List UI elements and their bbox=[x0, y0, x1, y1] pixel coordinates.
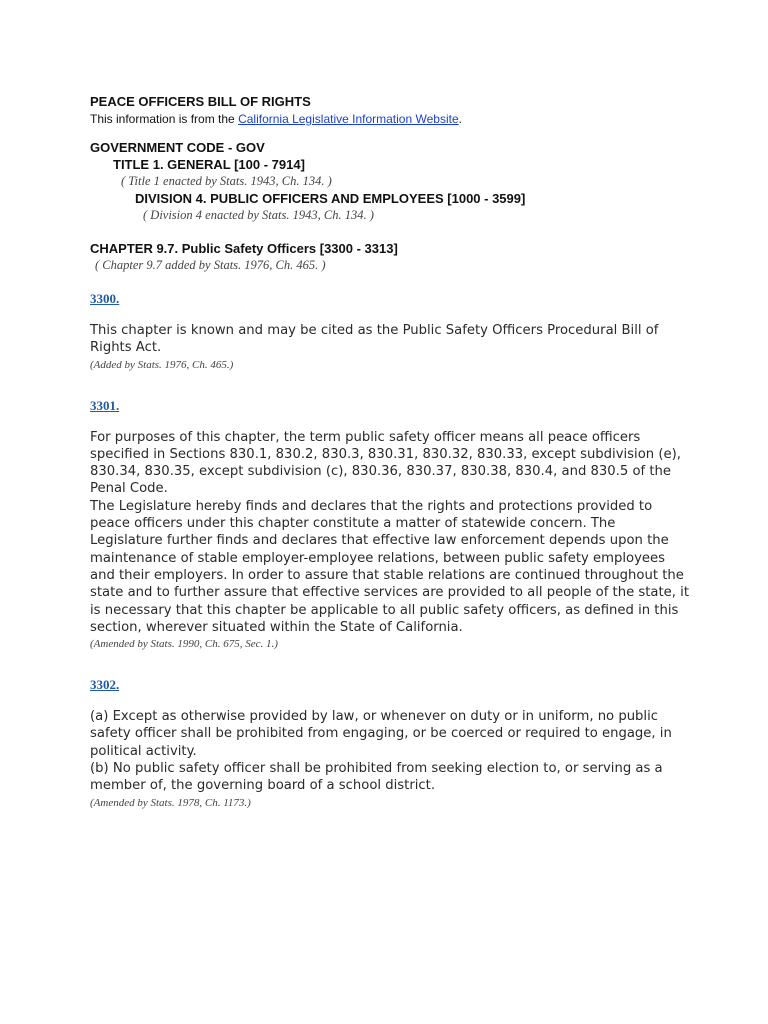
chapter-added-note: ( Chapter 9.7 added by Stats. 1976, Ch. 465. ) bbox=[95, 258, 326, 272]
section-3301-paragraph-2: The Legislature hereby finds and declares that the rights and protections provided to peace officers under this chapter constitute a matter of statewide concern. The Legislature further finds and declares that effective law enforcement depends upon the maintenance of stable employer-employee relations, between public safety employees and their employers. In order to assure that stable relations are continued throughout the state and to further assure that effective services are provided to all people of the state, it is necessary that this chapter be applicable to all public safety officers, as defined in this section, wherever situated within the State of California. bbox=[90, 498, 690, 635]
section-3300-paragraph: This chapter is known and may be cited as the Public Safety Officers Procedural Bill of Rights Act. bbox=[90, 323, 659, 356]
section-3301-history-note: (Amended by Stats. 1990, Ch. 675, Sec. 1.) bbox=[90, 638, 278, 651]
source-suffix: . bbox=[458, 112, 462, 126]
chapter-heading: CHAPTER 9.7. Public Safety Officers [3300 - 3313] bbox=[90, 241, 398, 256]
source-line bbox=[90, 112, 690, 127]
code-heading: GOVERNMENT CODE - GOV bbox=[90, 140, 265, 155]
section-3300-body bbox=[90, 322, 690, 357]
section-3302-body bbox=[90, 708, 690, 794]
section-3302-paragraph-a: (a) Except as otherwise provided by law, or whenever on duty or in uniform, no public safety officer shall be prohibited from engaging, or be coerced or required to engage, in political activity. bbox=[90, 709, 672, 759]
section-3300 bbox=[90, 274, 690, 372]
section-3302 bbox=[90, 651, 690, 809]
section-3302-link[interactable]: 3302. bbox=[90, 677, 120, 693]
legislative-website-link[interactable]: California Legislative Information Website bbox=[238, 112, 459, 126]
section-3300-link[interactable]: 3300. bbox=[90, 291, 120, 306]
title-heading: TITLE 1. GENERAL [100 - 7914] bbox=[113, 157, 305, 172]
division-enacted-note: ( Division 4 enacted by Stats. 1943, Ch. 134. ) bbox=[143, 208, 374, 222]
source-prefix: This information is from the bbox=[90, 112, 239, 126]
section-3302-history-note: (Amended by Stats. 1978, Ch. 1173.) bbox=[90, 796, 251, 809]
document-page bbox=[90, 93, 690, 810]
section-3301 bbox=[90, 372, 690, 652]
division-heading: DIVISION 4. PUBLIC OFFICERS AND EMPLOYEES [1000 - 3599] bbox=[135, 191, 526, 206]
document-title: PEACE OFFICERS BILL OF RIGHTS bbox=[90, 94, 311, 109]
section-3301-paragraph-1: For purposes of this chapter, the term public safety officer means all peace officers specified in Sections 830.1, 830.2, 830.3, 830.31, 830.32, 830.33, except subdivision (e), 830.34, 830.35, except subdivision (c), 830.36, 830.37, 830.38, 830.4, and 830.5 of the Penal Code. bbox=[90, 429, 681, 497]
section-3302-paragraph-b: (b) No public safety officer shall be prohibited from seeking election to, or serving as a member of, the governing board of a school district. bbox=[90, 761, 663, 794]
section-3301-link[interactable]: 3301. bbox=[90, 397, 120, 413]
title-enacted-note: ( Title 1 enacted by Stats. 1943, Ch. 134. ) bbox=[121, 174, 332, 188]
section-3301-body bbox=[90, 429, 690, 637]
section-3300-history-note: (Added by Stats. 1976, Ch. 465.) bbox=[90, 358, 234, 371]
